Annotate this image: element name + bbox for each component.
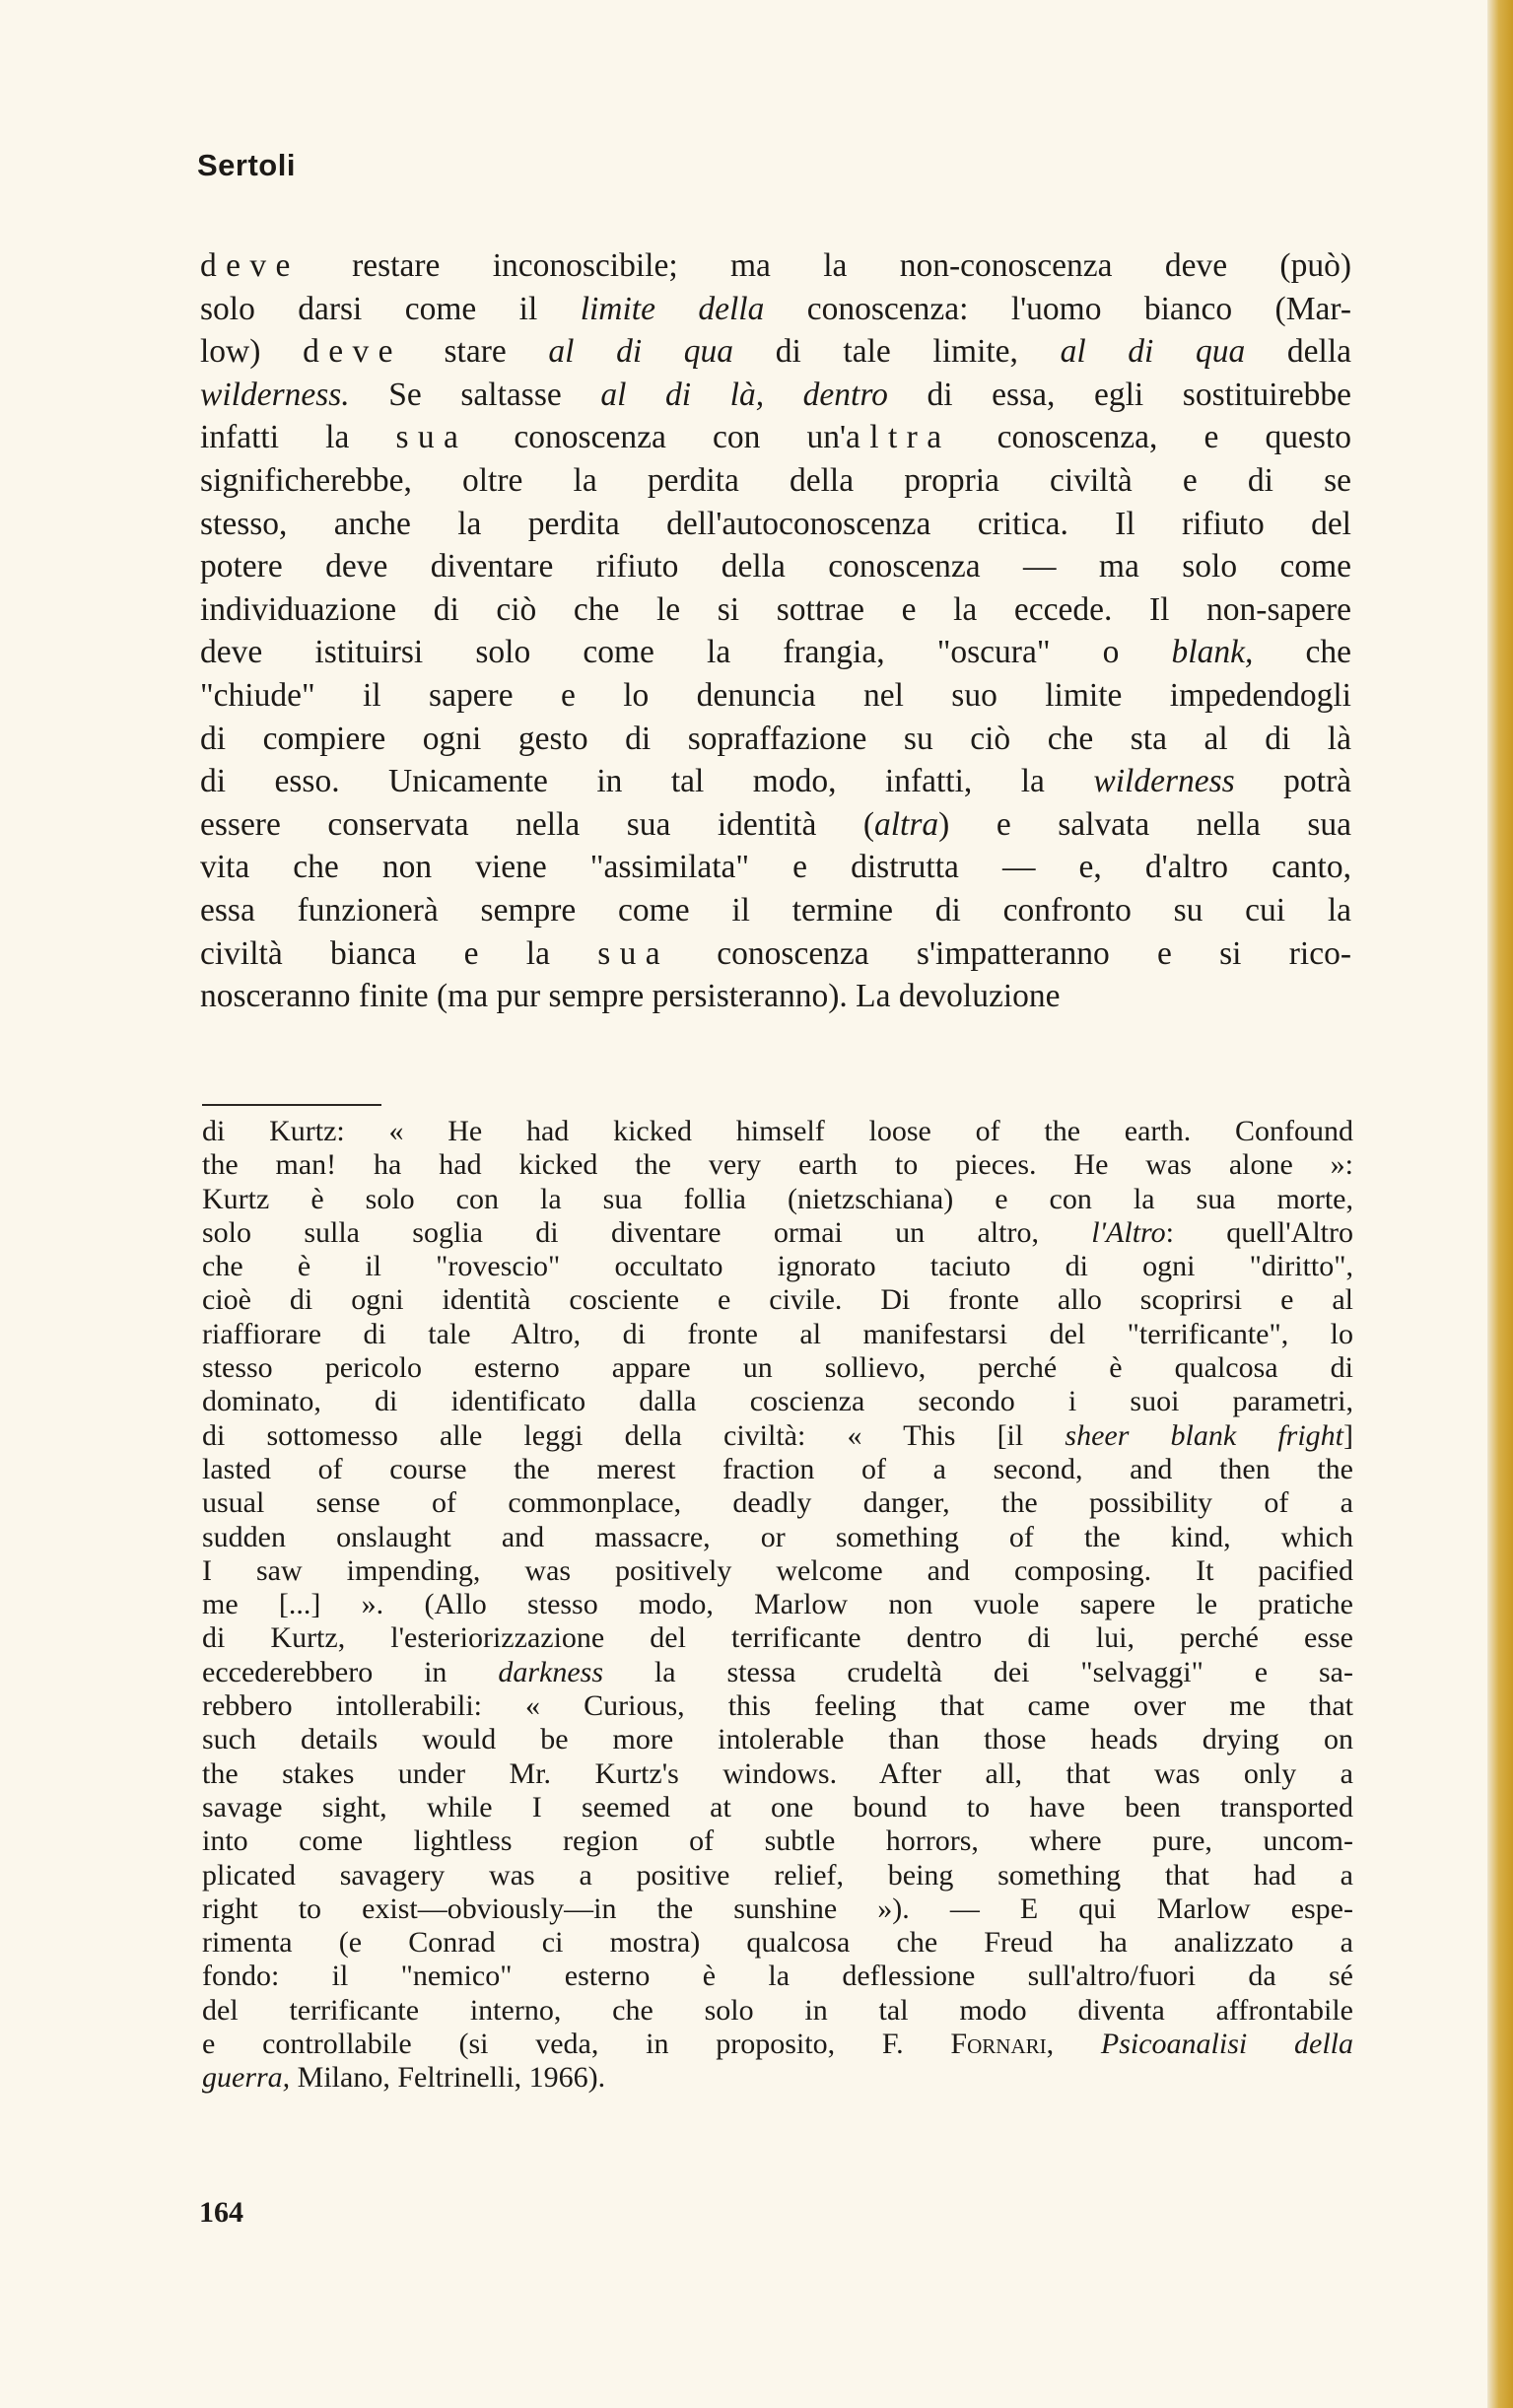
text-run: rimenta (e Conrad ci mostra) qualcosa che Freud ha analizzato a: [202, 1926, 1353, 1960]
text-run: usual sense of commonplace, deadly danger, the possibility of a: [202, 1486, 1353, 1520]
footnote-line: [202, 1926, 1353, 1960]
text-line: [200, 674, 1351, 718]
footnote-line: [202, 1892, 1353, 1926]
footnote-line: [202, 1419, 1353, 1453]
text-run: wilderness.: [200, 376, 350, 413]
footnote-line: [202, 1656, 1353, 1689]
text-run: Fornari: [950, 2028, 1047, 2061]
text-line: [200, 846, 1351, 889]
text-run: limite della: [580, 290, 765, 327]
footnote-line: [202, 1521, 1353, 1554]
text-run: nosceranno finite (ma pur sempre persisteranno). La devoluzione: [200, 978, 1061, 1015]
text-run: altra: [846, 419, 951, 456]
text-run: ]: [1343, 1418, 1354, 1452]
footnote-line: [202, 1283, 1353, 1317]
text-run: stesso, anche la perdita dell'autoconoscenza critica. Il rifiuto del: [200, 505, 1351, 542]
text-run: restare inconoscibile; ma la non-conoscenza deve (può): [299, 247, 1351, 284]
footnote-line: [202, 1486, 1353, 1520]
text-run: stesso pericolo esterno appare un sollievo, perché è qualcosa di: [202, 1351, 1353, 1385]
text-run: individuazione di ciò che le si sottrae e la eccede. Il non-sapere: [200, 590, 1351, 628]
text-run: dominato, di identificato dalla coscienza secondo i suoi parametri,: [202, 1385, 1353, 1418]
text-run: sudden onslaught and massacre, or something of the kind, which: [202, 1520, 1353, 1553]
footnote-line: [202, 1859, 1353, 1892]
footnote-line: [202, 1453, 1353, 1486]
text-run: di sottomesso alle leggi della civiltà: « This [il: [202, 1418, 1066, 1452]
text-run: solo sulla soglia di diventare ormai un altro,: [202, 1215, 1092, 1249]
text-run: right to exist—obviously—in the sunshine »). — E qui Marlow espe-: [202, 1892, 1353, 1925]
text-run: del terrificante interno, che solo in tal modo diventa affrontabile: [202, 1993, 1353, 2027]
text-run: riaffiorare di tale Altro, di fronte al manifestarsi del "terrificante", lo: [202, 1317, 1353, 1350]
running-head: Sertoli: [197, 148, 296, 182]
text-run: darkness: [498, 1655, 603, 1688]
text-line: [200, 631, 1351, 674]
text-run: significherebbe, oltre la perdita della propria civiltà e di se: [200, 461, 1351, 499]
text-run: solo darsi come il: [200, 290, 581, 327]
text-run: infatti la: [200, 419, 396, 456]
footnote-line: [202, 1689, 1353, 1723]
footnote-text: [202, 1115, 1353, 2096]
text-run: guerra,: [202, 2061, 291, 2095]
text-run: low): [200, 333, 304, 371]
text-run: such details would be more intolerable than those heads drying on: [202, 1723, 1353, 1756]
text-run: potere deve diventare rifiuto della conoscenza — ma solo come: [200, 548, 1351, 585]
text-run: "chiude" il sapere e lo denuncia nel suo limite impedendogli: [200, 676, 1351, 714]
text-run: conoscenza s'impatteranno e si rico-: [669, 934, 1351, 972]
footnote-line: [202, 1824, 1353, 1858]
text-run: che è il "rovescio" occultato ignorato taciuto di ogni "diritto",: [202, 1250, 1353, 1283]
footnote-line: [202, 1351, 1353, 1385]
text-run: wilderness: [1093, 763, 1235, 800]
text-run: al di qua: [548, 333, 734, 371]
text-run: altra: [874, 805, 939, 843]
text-run: the stakes under Mr. Kurtz's windows. After all, that was only a: [202, 1756, 1353, 1790]
text-run: al di là, dentro: [600, 376, 888, 413]
text-run: rebbero intollerabili: « Curious, this feeling that came over me that: [202, 1689, 1353, 1723]
footnote-line: [202, 1994, 1353, 2028]
text-run: Kurtz è solo con la sua follia (nietzschiana) e con la sua morte,: [202, 1182, 1353, 1215]
text-run: e controllabile (si veda, in proposito, F.: [202, 2028, 951, 2061]
text-run: la stessa crudeltà dei "selvaggi" e sa-: [603, 1655, 1353, 1688]
text-run: essere conservata nella sua identità (: [200, 805, 874, 843]
text-run: di tale limite,: [733, 333, 1061, 371]
text-line: [200, 330, 1351, 374]
text-run: into come lightless region of subtle horrors, where pure, uncom-: [202, 1824, 1353, 1858]
text-line: [200, 889, 1351, 932]
text-line: [200, 545, 1351, 588]
footnote-line: [202, 2061, 1353, 2095]
text-run: plicated savagery was a positive relief, being something that had a: [202, 1858, 1353, 1892]
text-run: di esso. Unicamente in tal modo, infatti, la: [200, 763, 1094, 800]
footnote-line: [202, 1723, 1353, 1756]
text-run: sua: [395, 419, 468, 456]
page-edge: [1487, 0, 1513, 2408]
footnote-line: [202, 1148, 1353, 1182]
text-run: fondo: il "nemico" esterno è la deflessione sull'altro/fuori da sé: [202, 1960, 1353, 1993]
text-run: potrà: [1234, 763, 1351, 800]
page-number: 164: [199, 2196, 243, 2229]
text-run: al di qua: [1060, 333, 1246, 371]
footnote-line: [202, 1385, 1353, 1418]
text-line: [200, 760, 1351, 803]
text-run: deve: [200, 247, 300, 284]
text-run: civiltà bianca e la: [200, 934, 598, 972]
footnote-line: [202, 1757, 1353, 1791]
text-run: deve istituirsi solo come la frangia, "oscura" o: [200, 634, 1172, 671]
text-run: savage sight, while I seemed at one bound to have been transported: [202, 1790, 1353, 1823]
main-text: [200, 244, 1351, 1018]
text-run: conoscenza con un': [467, 419, 847, 456]
text-line: [200, 416, 1351, 459]
text-run: ) e salvata nella sua: [938, 805, 1351, 843]
text-run: vita che non viene "assimilata" e distrutta — e, d'altro canto,: [200, 849, 1351, 886]
text-line: [200, 244, 1351, 288]
text-line: [200, 288, 1351, 331]
text-line: [200, 932, 1351, 976]
text-run: I saw impending, was positively welcome and composing. It pacified: [202, 1553, 1353, 1587]
footnote-line: [202, 1791, 1353, 1824]
text-run: della: [1245, 333, 1351, 371]
text-run: eccederebbero in: [202, 1655, 499, 1688]
text-run: Milano, Feltrinelli, 1966).: [290, 2061, 606, 2095]
text-line: [200, 588, 1351, 632]
footnote-line: [202, 2028, 1353, 2061]
footnote-line: [202, 1318, 1353, 1351]
text-run: the man! ha had kicked the very earth to pieces. He was alone »:: [202, 1148, 1353, 1182]
text-run: di compiere ogni gesto di sopraffazione su ciò che sta al di là: [200, 720, 1351, 757]
footnote-line: [202, 1183, 1353, 1216]
text-run: lasted of course the merest fraction of a second, and then the: [202, 1452, 1353, 1485]
footnote-line: [202, 1621, 1353, 1655]
text-run: sua: [597, 934, 670, 972]
footnote-rule: [202, 1104, 381, 1106]
text-run: deve: [303, 333, 402, 371]
text-run: conoscenza, e questo: [950, 419, 1351, 456]
text-line: [200, 459, 1351, 503]
footnote-line: [202, 1250, 1353, 1283]
text-run: me [...] ». (Allo stesso modo, Marlow non vuole sapere le pratiche: [202, 1588, 1353, 1621]
text-run: stare: [401, 333, 549, 371]
text-run: l'Altro: [1091, 1215, 1166, 1249]
text-line: [200, 503, 1351, 546]
text-run: di Kurtz: « He had kicked himself loose of the earth. Confound: [202, 1115, 1353, 1147]
footnote-line: [202, 1554, 1353, 1588]
text-line: [200, 374, 1351, 417]
text-line: [200, 975, 1351, 1018]
text-line: [200, 803, 1351, 847]
text-run: ,: [1046, 2028, 1101, 2061]
text-run: Se saltasse: [349, 376, 601, 413]
footnote-line: [202, 1960, 1353, 1993]
text-run: cioè di ogni identità cosciente e civile. Di fronte allo scoprirsi e al: [202, 1283, 1353, 1317]
text-run: di essa, egli sostituirebbe: [887, 376, 1351, 413]
text-run: che: [1253, 634, 1351, 671]
footnote-line: [202, 1115, 1353, 1148]
text-line: [200, 718, 1351, 761]
text-run: conoscenza: l'uomo bianco (Mar-: [764, 290, 1352, 327]
text-run: : quell'Altro: [1165, 1215, 1353, 1249]
text-run: sheer blank fright: [1065, 1418, 1344, 1452]
footnote-line: [202, 1588, 1353, 1621]
text-run: blank,: [1171, 634, 1254, 671]
text-run: Psicoanalisi della: [1100, 2028, 1353, 2061]
text-run: di Kurtz, l'esteriorizzazione del terrificante dentro di lui, perché esse: [202, 1621, 1353, 1655]
text-run: essa funzionerà sempre come il termine di confronto su cui la: [200, 891, 1351, 929]
footnote-line: [202, 1216, 1353, 1250]
